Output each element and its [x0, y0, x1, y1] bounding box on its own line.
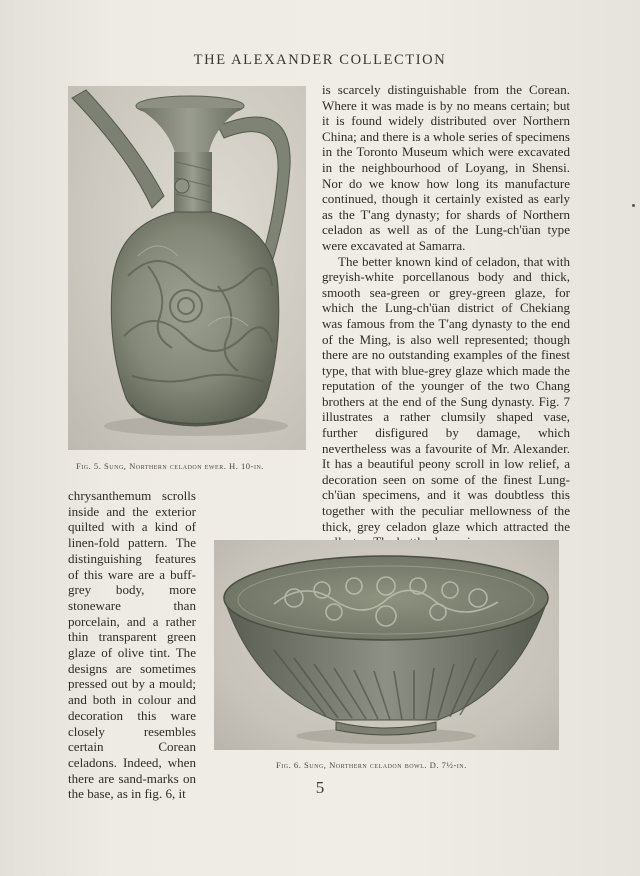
paragraph: chrysanthemum scrolls inside and the exterior quilted with a kind of linen-fold pattern. The distinguishing features of this ware are a buff-grey body, more stoneware than porcelain, and a rather thin transparent green glaze of olive tint. The designs are sometimes pressed out by a mould; and both in colour and decoration this ware closely resembles certain Corean celadons. Indeed, when there are sand-marks on the base, as in fig. 6, it [68, 488, 196, 802]
bowl-illustration [214, 540, 559, 750]
figure-5-ewer-photo [68, 86, 306, 450]
page-number: 5 [315, 778, 325, 797]
page-edge-mark [632, 204, 635, 207]
left-text-column [68, 488, 196, 802]
paragraph: is scarcely distinguishable from the Corean. Where it was made is by no means certain; but it is found widely distributed over Northern China; and there is a whole series of specimens in the Toronto Museum which were excavated in the neighbourhood of Loyang, in Shensi. Nor do we know how long its manufacture continued, though it certainly existed as early as the T'ang dynasty; for shards of Northern celadon as well as of the Lung-ch'üan type were excavated at Samarra. [322, 82, 570, 253]
running-head: THE ALEXANDER COLLECTION [193, 52, 447, 68]
figure-6-bowl-photo [214, 540, 559, 750]
ewer-illustration [68, 86, 306, 450]
figure-5-caption: Fig. 5. Sung, Northern celadon ewer. H. 10-in. [76, 461, 264, 471]
paragraph: The better known kind of celadon, that with greyish-white porcellanous body and thick, smooth sea-green or grey-green glaze, for which the Lung-ch'üan district of Chekiang was famous from the T'ang dynasty to the end of the Ming, is also well represented; though there are no outstanding examples of the finest type, that with blue-grey glaze which made the reputation of the younger of the two Chang brothers at the end of the Sung dynasty. Fig. 7 illustrates a rather clumsily shaped vase, further disfigured by damage, which nevertheless was a favourite of Mr. Alexander. It has a beautiful peony scroll in low relief, a decoration seen on some of the finest Lung-ch'üan specimens, and it was doubtless this together with the peculiar mellowness of the thick, grey celadon glaze which attracted the [322, 253, 570, 534]
right-text-column [322, 82, 570, 550]
figure-6-caption: Fig. 6. Sung, Northern celadon bowl. D. 7½-in. [276, 760, 467, 770]
